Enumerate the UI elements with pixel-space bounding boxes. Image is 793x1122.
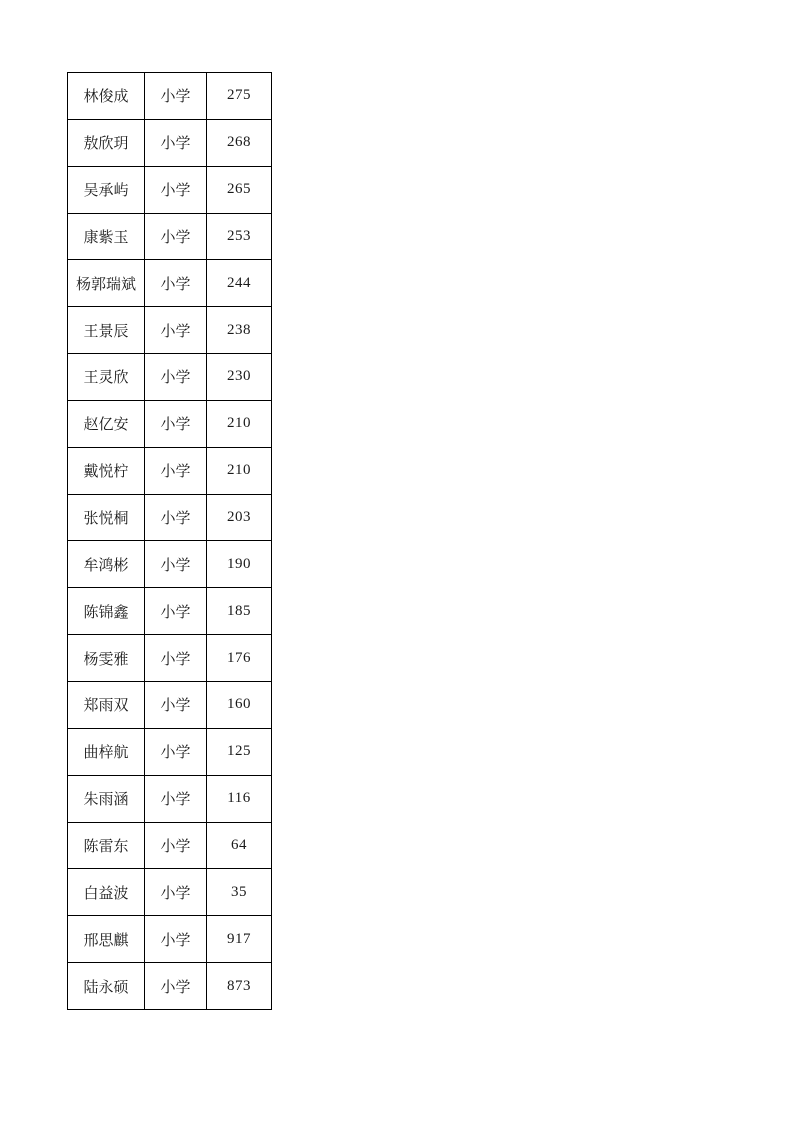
- school-level-cell: 小学: [145, 119, 207, 166]
- score-cell: 244: [207, 260, 272, 307]
- score-cell: 268: [207, 119, 272, 166]
- table-row: [68, 541, 272, 588]
- school-level-cell: 小学: [145, 822, 207, 869]
- table-row: [68, 119, 272, 166]
- school-level-cell: 小学: [145, 260, 207, 307]
- table-row: [68, 73, 272, 120]
- student-name-cell: 曲梓航: [68, 728, 145, 775]
- student-name-cell: 杨郭瑞斌: [68, 260, 145, 307]
- score-cell: 190: [207, 541, 272, 588]
- table-row: [68, 260, 272, 307]
- score-cell: 125: [207, 728, 272, 775]
- school-level-cell: 小学: [145, 400, 207, 447]
- table-row: [68, 775, 272, 822]
- table-row: [68, 213, 272, 260]
- school-level-cell: 小学: [145, 588, 207, 635]
- student-name-cell: 陆永硕: [68, 963, 145, 1010]
- school-level-cell: 小学: [145, 635, 207, 682]
- student-name-cell: 王灵欣: [68, 354, 145, 401]
- student-name-cell: 杨雯雅: [68, 635, 145, 682]
- table-row: [68, 635, 272, 682]
- score-cell: 253: [207, 213, 272, 260]
- student-name-cell: 张悦桐: [68, 494, 145, 541]
- school-level-cell: 小学: [145, 728, 207, 775]
- school-level-cell: 小学: [145, 354, 207, 401]
- school-level-cell: 小学: [145, 213, 207, 260]
- student-name-cell: 王景辰: [68, 307, 145, 354]
- table-row: [68, 963, 272, 1010]
- table-row: [68, 588, 272, 635]
- table-body: [68, 73, 272, 1010]
- score-cell: 210: [207, 447, 272, 494]
- table-row: [68, 869, 272, 916]
- score-cell: 185: [207, 588, 272, 635]
- school-level-cell: 小学: [145, 916, 207, 963]
- school-level-cell: 小学: [145, 963, 207, 1010]
- school-level-cell: 小学: [145, 775, 207, 822]
- table-row: [68, 447, 272, 494]
- score-cell: 176: [207, 635, 272, 682]
- school-level-cell: 小学: [145, 681, 207, 728]
- student-name-cell: 赵亿安: [68, 400, 145, 447]
- score-cell: 230: [207, 354, 272, 401]
- table-row: [68, 400, 272, 447]
- score-cell: 64: [207, 822, 272, 869]
- school-level-cell: 小学: [145, 541, 207, 588]
- score-cell: 275: [207, 73, 272, 120]
- student-name-cell: 吴承屿: [68, 166, 145, 213]
- school-level-cell: 小学: [145, 166, 207, 213]
- score-cell: 116: [207, 775, 272, 822]
- school-level-cell: 小学: [145, 494, 207, 541]
- student-name-cell: 敖欣玥: [68, 119, 145, 166]
- table-row: [68, 166, 272, 213]
- student-name-cell: 陈雷东: [68, 822, 145, 869]
- score-cell: 873: [207, 963, 272, 1010]
- student-name-cell: 朱雨涵: [68, 775, 145, 822]
- school-level-cell: 小学: [145, 73, 207, 120]
- student-name-cell: 康紫玉: [68, 213, 145, 260]
- score-cell: 160: [207, 681, 272, 728]
- score-cell: 210: [207, 400, 272, 447]
- student-name-cell: 白益波: [68, 869, 145, 916]
- student-name-cell: 戴悦柠: [68, 447, 145, 494]
- school-level-cell: 小学: [145, 869, 207, 916]
- student-name-cell: 林俊成: [68, 73, 145, 120]
- score-cell: 35: [207, 869, 272, 916]
- table-row: [68, 916, 272, 963]
- score-cell: 265: [207, 166, 272, 213]
- student-score-table: [67, 72, 272, 1010]
- school-level-cell: 小学: [145, 307, 207, 354]
- score-cell: 917: [207, 916, 272, 963]
- student-name-cell: 牟鸿彬: [68, 541, 145, 588]
- table-row: [68, 681, 272, 728]
- table-row: [68, 307, 272, 354]
- school-level-cell: 小学: [145, 447, 207, 494]
- table-row: [68, 354, 272, 401]
- student-name-cell: 陈锦鑫: [68, 588, 145, 635]
- student-name-cell: 郑雨双: [68, 681, 145, 728]
- table-row: [68, 494, 272, 541]
- table-row: [68, 822, 272, 869]
- score-cell: 203: [207, 494, 272, 541]
- student-name-cell: 邢思麒: [68, 916, 145, 963]
- score-cell: 238: [207, 307, 272, 354]
- table-row: [68, 728, 272, 775]
